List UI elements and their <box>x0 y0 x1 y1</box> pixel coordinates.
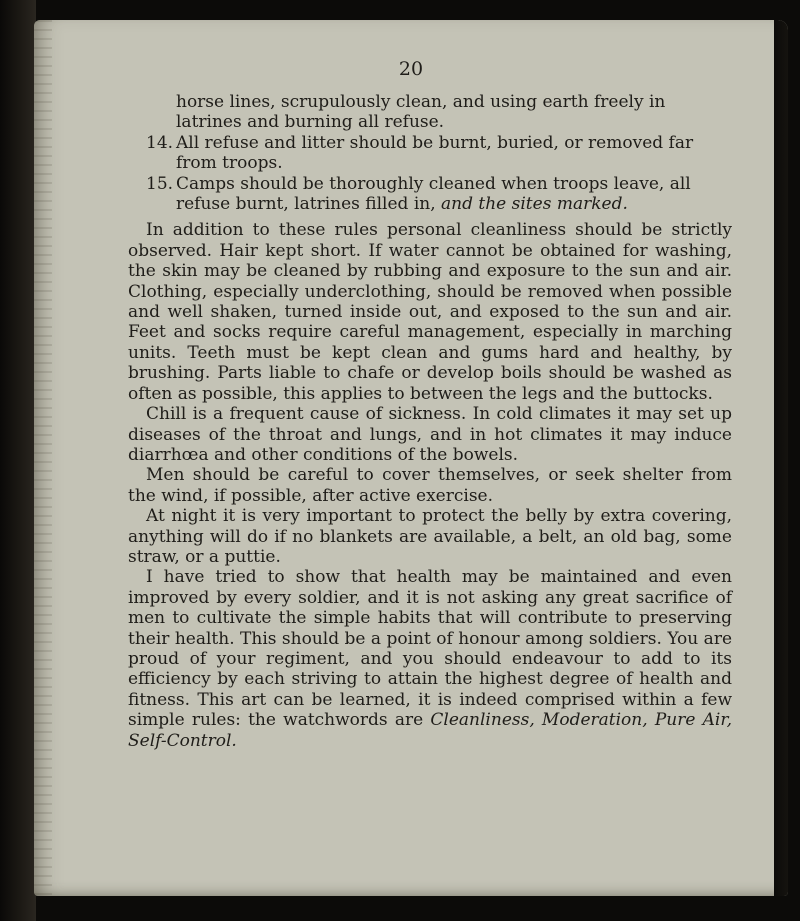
paragraph-night-covering: At night it is very important to protect the belly by extra covering, anything will do if no blankets are available, a belt, an old bag, some straw, or a puttie. <box>128 506 732 567</box>
rule-text: Camps should be thoroughly cleaned when troops leave, all refuse burnt, latrines filled in, <box>176 173 691 215</box>
rule-emphasis: and the sites marked. <box>441 194 628 215</box>
paragraph-chill: Chill is a frequent cause of sickness. In cold climates it may set up diseases of the throat and lungs, and in hot climates it may induce diarrhœa and other conditions of the bowels. <box>128 404 732 465</box>
page-text <box>128 92 732 751</box>
rule-15 <box>146 174 732 215</box>
rule-number: 15. <box>146 173 174 194</box>
rule-number: 14. <box>146 132 174 153</box>
closing-text: I have tried to show that health may be maintained and even improved by every soldier, and it is not asking any great sacrifice of men to cultivate the simple habits that will contribute to preserving their health. This should be a point of honour among soldiers. You are proud of your regiment, and you should endeavour to add to its efficiency by each striving to attain the highest degree of health and fitness. This art can be learned, it is indeed comprised within a few simple rules: the watchwords are <box>128 567 732 731</box>
rule-14 <box>146 133 732 174</box>
page-right-edge <box>774 20 788 896</box>
rule-text: All refuse and litter should be burnt, buried, or removed far from troops. <box>176 132 694 174</box>
book-page <box>34 20 788 896</box>
book-spine-shadow <box>0 0 36 921</box>
body-text <box>128 220 732 751</box>
rule-13-continuation: horse lines, scrupulously clean, and using earth freely in latrines and burning all refuse. <box>176 92 666 133</box>
page-number: 20 <box>398 58 424 80</box>
paragraph-personal-cleanliness: In addition to these rules personal cleanliness should be strictly observed. Hair kept short. If water cannot be obtained for washing, the skin may be cleaned by rubbing and exposure to the sun and air. Clothing, especially underclothing, should be removed when possible and well shaken, turned inside out, and exposed to the sun and air. Feet and socks require careful management, especially in marching units. Teeth must be kept clean and gums hard and healthy, by brushing. Parts liable to chafe or develop boils should be washed as often as possible, this applies to between the legs and the buttocks. <box>128 220 732 404</box>
watchwords: Cleanliness, Moderation, Pure Air, Self-Control. <box>128 710 732 751</box>
paragraph-closing <box>128 567 732 751</box>
paragraph-shelter: Men should be careful to cover themselves, or seek shelter from the wind, if possible, after active exercise. <box>128 465 732 506</box>
